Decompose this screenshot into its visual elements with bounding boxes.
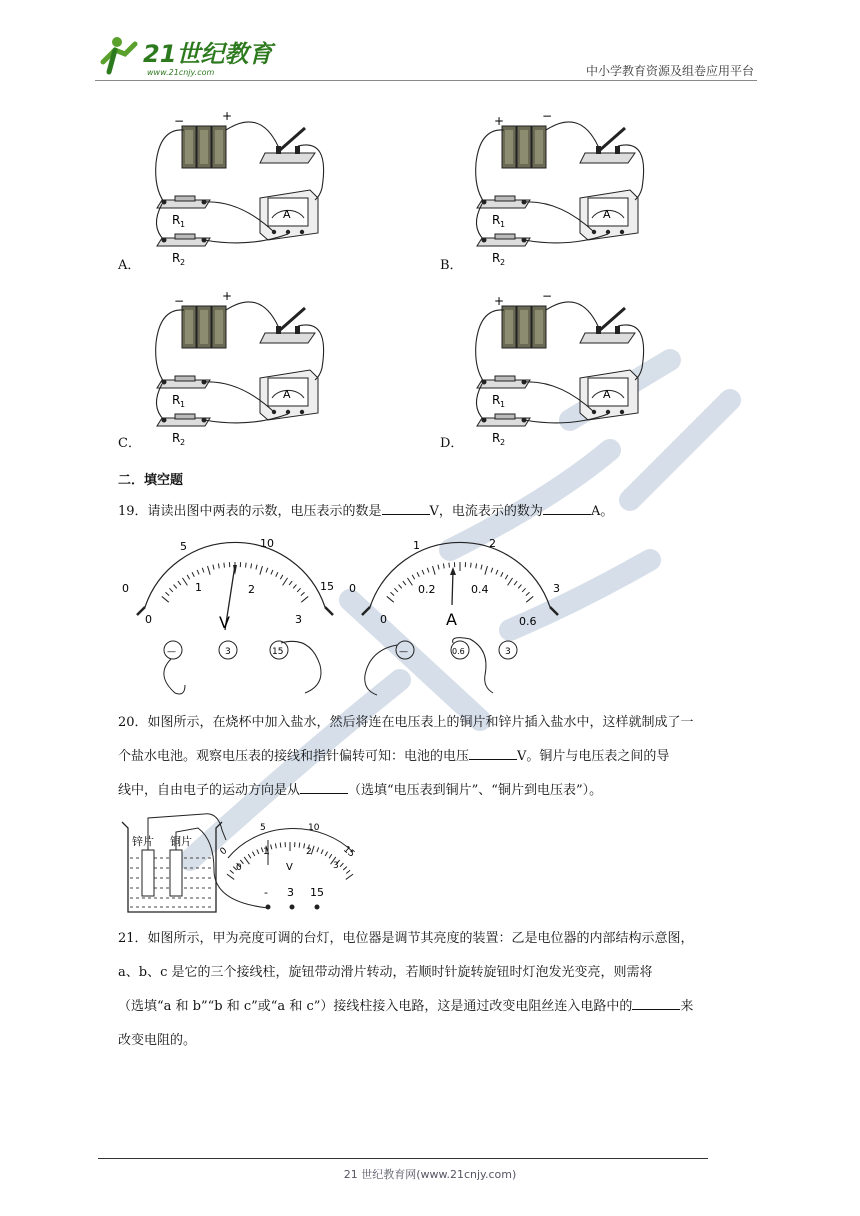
battery-terminal-sign: −: [174, 294, 185, 308]
svg-text:A: A: [603, 388, 611, 401]
voltmeter-top-tick: 5: [180, 540, 187, 553]
ammeter: [580, 370, 638, 420]
svg-text:15: 15: [310, 886, 324, 899]
logo-text: 21世纪教育: [143, 40, 273, 68]
resistor-r1: [157, 196, 210, 229]
option-b-label: B．: [440, 258, 463, 273]
resistor-r2: [157, 414, 210, 447]
battery-terminal-sign: −: [542, 109, 553, 123]
zinc-label: 锌片: [132, 835, 154, 848]
svg-text:1: 1: [180, 400, 186, 409]
voltmeter-bottom-tick: 3: [295, 613, 302, 626]
svg-text:1: 1: [263, 847, 269, 857]
resistor-r1: [157, 376, 210, 409]
switch: [260, 128, 315, 163]
svg-text:0.6: 0.6: [452, 647, 465, 656]
battery: [502, 126, 546, 168]
circuit-diagram-a: [140, 108, 340, 267]
runner-icon: [103, 37, 135, 72]
ammeter: [260, 190, 318, 240]
svg-text:1: 1: [500, 400, 506, 409]
battery-terminal-sign: −: [174, 114, 185, 128]
copper-label: 铜片: [170, 835, 192, 848]
svg-text:15: 15: [272, 647, 284, 657]
svg-text:0: 0: [236, 863, 242, 873]
svg-text:1: 1: [180, 220, 186, 229]
battery-terminal-sign: +: [494, 294, 505, 308]
voltmeter-dial: [122, 537, 334, 632]
svg-text:2: 2: [500, 258, 506, 267]
header-platform-name: 中小学教育资源及组卷应用平台: [585, 64, 754, 78]
q19-meters-figure: [115, 535, 585, 700]
q20-salt-battery-figure: [118, 810, 378, 920]
svg-text:0: 0: [218, 845, 230, 858]
ammeter-top-tick: 2: [489, 537, 496, 550]
option-a-label: A．: [118, 258, 141, 273]
svg-text:A: A: [603, 208, 611, 221]
q20-voltmeter-letter: V: [286, 862, 293, 873]
section-title: 二．填空题: [118, 473, 184, 488]
svg-text:10: 10: [308, 823, 320, 833]
ammeter: [580, 190, 638, 240]
ammeter-bottom-tick: 0.6: [519, 615, 537, 628]
svg-text:2: 2: [306, 847, 312, 857]
beaker: [122, 814, 268, 912]
battery-terminal-sign: +: [494, 114, 505, 128]
svg-text:3: 3: [333, 861, 339, 871]
question-21: 21．如图所示，甲为亮度可调的台灯，电位器是调节其亮度的装置：乙是电位器的内部结构示意图， a、b、c 是它的三个接线柱，旋钮带动滑片转动，若顺时针旋转旋钮时灯泡发光变亮，则需将 （选填“a 和 b”“b 和 c”或“a 和 c”）接线柱接入电路，这是通过改变电阻丝连入电路中的 来 改变电阻的。: [118, 931, 694, 1048]
circuit-diagram-d: [460, 288, 660, 447]
svg-text:R: R: [172, 431, 181, 445]
voltmeter-bottom-tick: 1: [195, 581, 202, 594]
battery-terminal-sign: +: [222, 289, 233, 303]
svg-text:2: 2: [180, 258, 186, 267]
battery: [502, 306, 546, 348]
ammeter-letter: A: [446, 610, 457, 629]
svg-text:R: R: [492, 431, 501, 445]
voltmeter-top-tick: 10: [260, 537, 274, 550]
svg-text:R: R: [492, 393, 501, 407]
ammeter-terminals: [365, 638, 517, 695]
switch: [260, 308, 315, 343]
svg-text:A: A: [283, 208, 291, 221]
battery: [182, 306, 226, 348]
svg-text:2: 2: [500, 438, 506, 447]
voltmeter-bottom-tick: 0: [145, 613, 152, 626]
answer-blank[interactable]: [382, 502, 430, 515]
ammeter-top-tick: 0: [349, 582, 356, 595]
answer-blank[interactable]: [632, 997, 680, 1010]
resistor-r2: [477, 234, 530, 267]
voltmeter-top-zero: 0: [122, 582, 129, 595]
answer-blank[interactable]: [300, 781, 348, 794]
voltmeter-terminals: [164, 641, 321, 694]
ammeter: [260, 370, 318, 420]
switch: [580, 308, 635, 343]
option-d-label: D．: [440, 436, 464, 451]
ammeter-top-tick: 1: [413, 539, 420, 552]
svg-text:—: —: [167, 647, 176, 657]
logo-url: www.21cnjy.com: [147, 68, 215, 77]
svg-text:3: 3: [505, 647, 511, 657]
svg-text:R: R: [172, 393, 181, 407]
svg-text:2: 2: [180, 438, 186, 447]
option-c-label: C．: [118, 436, 141, 451]
svg-text:R: R: [492, 251, 501, 265]
svg-text:1: 1: [500, 220, 506, 229]
resistor-r2: [477, 414, 530, 447]
battery: [182, 126, 226, 168]
voltmeter-bottom-tick: 2: [248, 583, 255, 596]
svg-text:-: -: [264, 886, 268, 899]
svg-text:A: A: [283, 388, 291, 401]
footer-divider: [98, 1158, 708, 1159]
circuit-diagram-b: [460, 108, 660, 267]
voltmeter-top-tick: 15: [320, 580, 334, 593]
ammeter-bottom-tick: 0.4: [471, 583, 489, 596]
svg-text:R: R: [172, 251, 181, 265]
svg-text:5: 5: [260, 823, 266, 833]
switch: [580, 128, 635, 163]
svg-text:3: 3: [225, 647, 231, 657]
svg-text:3: 3: [287, 886, 294, 899]
resistor-r1: [477, 196, 530, 229]
header-divider: [95, 80, 757, 81]
ammeter-bottom-tick: 0.2: [418, 583, 436, 596]
question-19: 19．请读出图中两表的示数，电压表示的数是 V，电流表示的数为 A。: [118, 504, 614, 519]
answer-blank[interactable]: [469, 747, 517, 760]
q20-voltmeter-dial: [219, 823, 357, 910]
answer-blank[interactable]: [543, 502, 591, 515]
question-20: 20．如图所示，在烧杯中加入盐水，然后将连在电压表上的铜片和锌片插入盐水中，这样就制成了一 个盐水电池。观察电压表的接线和指针偏转可知：电池的电压 V。铜片与电压表之间的导 线中，自由电子的运动方向是从 （选填“电压表到铜片”、“铜片到电压表”）。: [118, 715, 694, 798]
ammeter-dial: [349, 537, 560, 629]
ammeter-bottom-tick: 0: [380, 613, 387, 626]
site-logo: [95, 32, 273, 80]
svg-text:—: —: [399, 647, 408, 657]
resistor-r2: [157, 234, 210, 267]
battery-terminal-sign: +: [222, 109, 233, 123]
battery-terminal-sign: −: [542, 289, 553, 303]
svg-text:R: R: [172, 213, 181, 227]
svg-text:15: 15: [341, 844, 357, 860]
footer-text: 21 世纪教育网(www.21cnjy.com): [343, 1168, 517, 1181]
resistor-r1: [477, 376, 530, 409]
ammeter-top-tick: 3: [553, 582, 560, 595]
voltmeter-letter: V: [219, 613, 230, 632]
circuit-diagram-c: [140, 288, 340, 447]
svg-text:R: R: [492, 213, 501, 227]
